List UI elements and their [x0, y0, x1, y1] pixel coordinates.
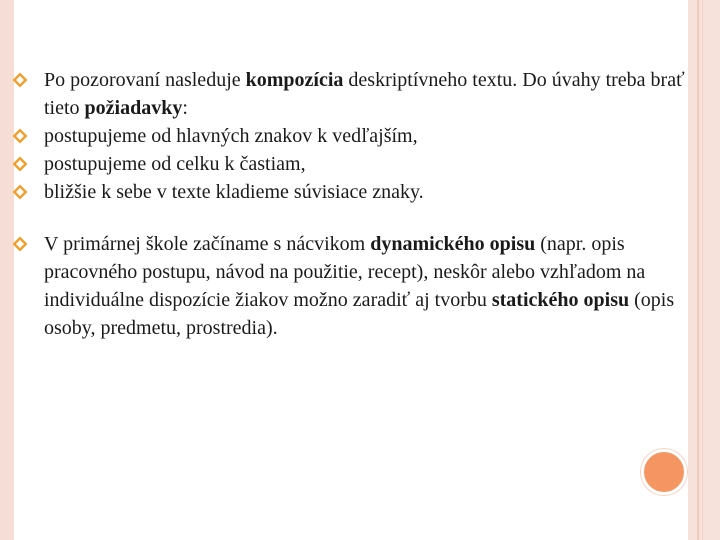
bullet-list: [12, 66, 702, 342]
star-bullet-icon: [12, 184, 28, 200]
right-frame-line-thin: [702, 0, 703, 540]
item-text: postupujeme od celku k častiam,: [44, 153, 306, 175]
item-text: deskriptívneho textu. Do úvahy treba brať tieto: [44, 69, 685, 119]
item-bold-text: požiadavky: [84, 97, 183, 119]
item-text: (napr. opis pracovného postupu, návod na použitie, recept), neskôr alebo vzhľadom na individuálne dispozície žiakov možno zaradiť aj tvorbu: [44, 233, 646, 311]
item-text: V primárnej škole začíname s nácvikom: [44, 233, 371, 255]
item-text: bližšie k sebe v texte kladieme súvisiace znaky.: [44, 181, 424, 203]
list-item: [12, 122, 702, 150]
item-text: Po pozorovaní nasleduje: [44, 69, 246, 91]
star-bullet-icon: [12, 236, 28, 252]
star-bullet-icon: [12, 72, 28, 88]
item-bold-text: kompozícia: [245, 69, 344, 91]
item-text: postupujeme od hlavných znakov k vedľajším,: [44, 125, 418, 147]
list-item: [12, 150, 702, 178]
star-bullet-icon: [12, 128, 28, 144]
item-text: (opis osoby, predmetu, prostredia).: [44, 289, 675, 339]
item-bold-text: statického opisu: [491, 289, 630, 311]
orange-circle-decoration: [641, 449, 687, 495]
list-item: [12, 66, 702, 122]
list-item: [12, 178, 702, 206]
list-item: [12, 230, 702, 342]
item-bold-text: dynamického opisu: [370, 233, 536, 255]
item-text: :: [182, 97, 188, 119]
star-bullet-icon: [12, 156, 28, 172]
